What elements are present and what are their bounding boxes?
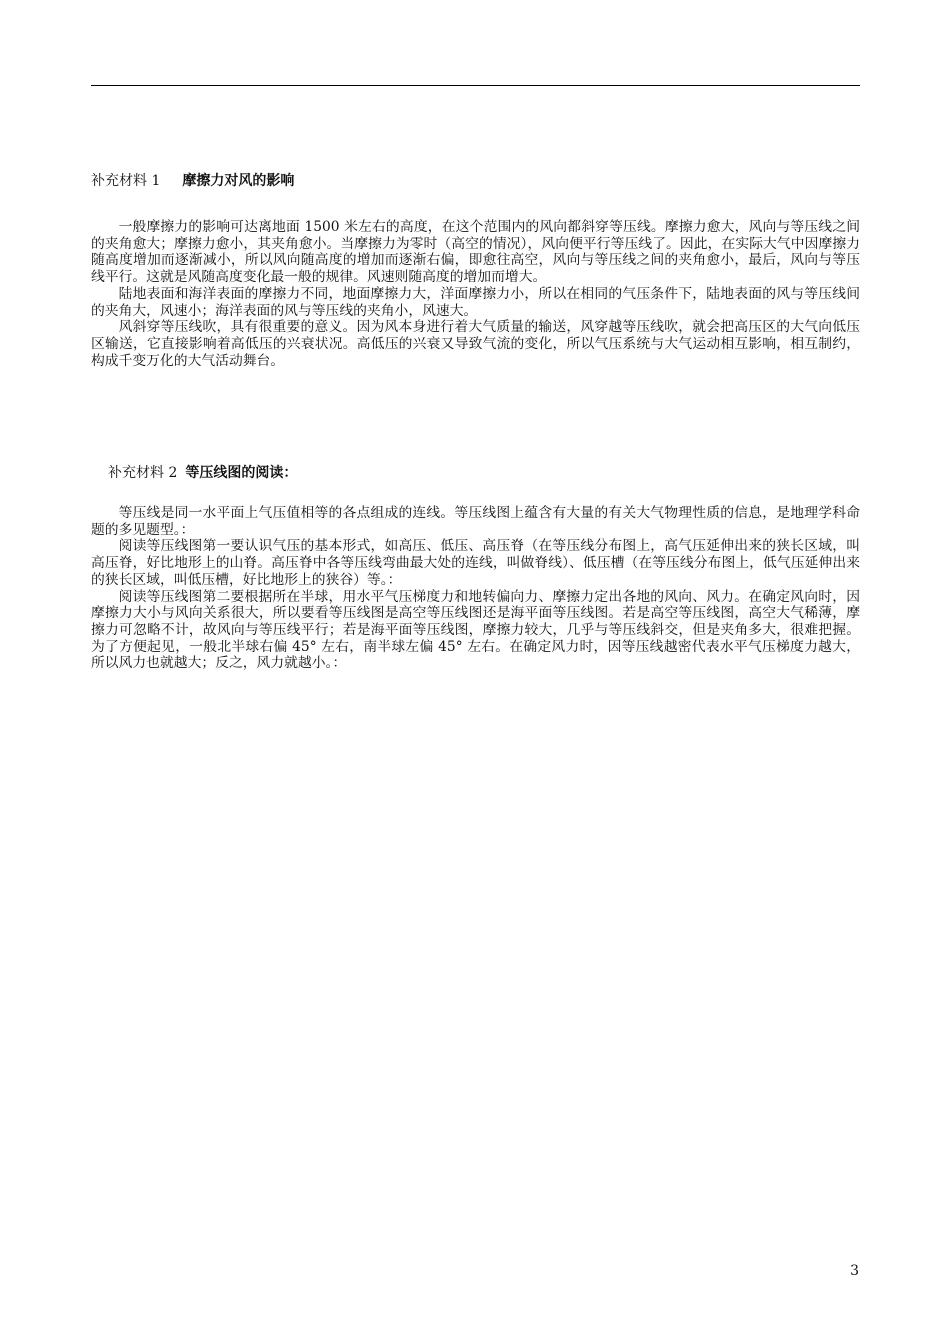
section-2-heading (108, 464, 297, 482)
section-2-paragraph-2: 阅读等压线图第一要认识气压的基本形式，如高压、低压、高压脊（在等压线分布图上，高气压延伸出来的狭长区域，叫高压脊，好比地形上的山脊。高压脊中各等压线弯曲最大处的连线，叫做脊线）、低压槽（在等压线分布图上，低气压延伸出来的狭长区域，叫低压槽，好比地形上的狭谷）等。： (91, 538, 860, 588)
section-1-heading (91, 172, 294, 190)
section-1-paragraph-1: 一般摩擦力的影响可达离地面 1500 米左右的高度，在这个范围内的风向都斜穿等压线。摩擦力愈大，风向与等压线之间的夹角愈大；摩擦力愈小，其夹角愈小。当摩擦力为零时（高空的情况），风向便平行等压线了。因此，在实际大气中因摩擦力随高度增加而逐渐减小，所以风向随高度的增加而逐渐右偏，即愈往高空，风向与等压线之间的夹角愈小，最后，风向与等压线平行。这就是风随高度变化最一般的规律。风速则随高度的增加而增大。 (91, 219, 860, 286)
section-1-title: 摩擦力对风的影响 (182, 173, 295, 189)
page-number: 3 (850, 1263, 859, 1279)
section-2-body (91, 505, 860, 672)
section-2-title: 等压线图的阅读： (185, 465, 298, 481)
section-2-label: 补充材料 2 (108, 465, 178, 481)
section-1-paragraph-2: 陆地表面和海洋表面的摩擦力不同，地面摩擦力大，洋面摩擦力小，所以在相同的气压条件下，陆地表面的风与等压线间的夹角大，风速小；海洋表面的风与等压线的夹角小，风速大。 (91, 285, 860, 319)
section-2-paragraph-1: 等压线是同一水平面上气压值相等的各点组成的连线。等压线图上蕴含有大量的有关大气物理性质的信息，是地理学科命题的多见题型。： (91, 505, 860, 538)
header-rule (91, 85, 860, 86)
section-2-paragraph-3: 阅读等压线图第二要根据所在半球，用水平气压梯度力和地转偏向力、摩擦力定出各地的风向、风力。在确定风向时，因摩擦力大小与风向关系很大，所以要看等压线图是高空等压线图还是海平面等压线图。若是高空等压线图，高空大气稀薄，摩擦力可忽略不计，故风向与等压线平行；若是海平面等压线图，摩擦力较大，几乎与等压线斜交，但是夹角多大，很难把握。为了方便起见，一般北半球右偏 45° 左右，南半球左偏 45° 左右。在确定风力时，因等压线越密代表水平气压梯度力越大，所以风力也就越大；反之，风力就越小。： (91, 588, 860, 672)
section-1-body (91, 219, 860, 369)
section-1-paragraph-3: 风斜穿等压线吹，具有很重要的意义。因为风本身进行着大气质量的输送，风穿越等压线吹，就会把高压区的大气向低压区输送，它直接影响着高低压的兴衰状况。高低压的兴衰又导致气流的变化，所以气压系统与大气运动相互影响，相互制约，构成千变万化的大气活动舞台。 (91, 319, 860, 369)
section-1-label: 补充材料 1 (91, 173, 161, 189)
